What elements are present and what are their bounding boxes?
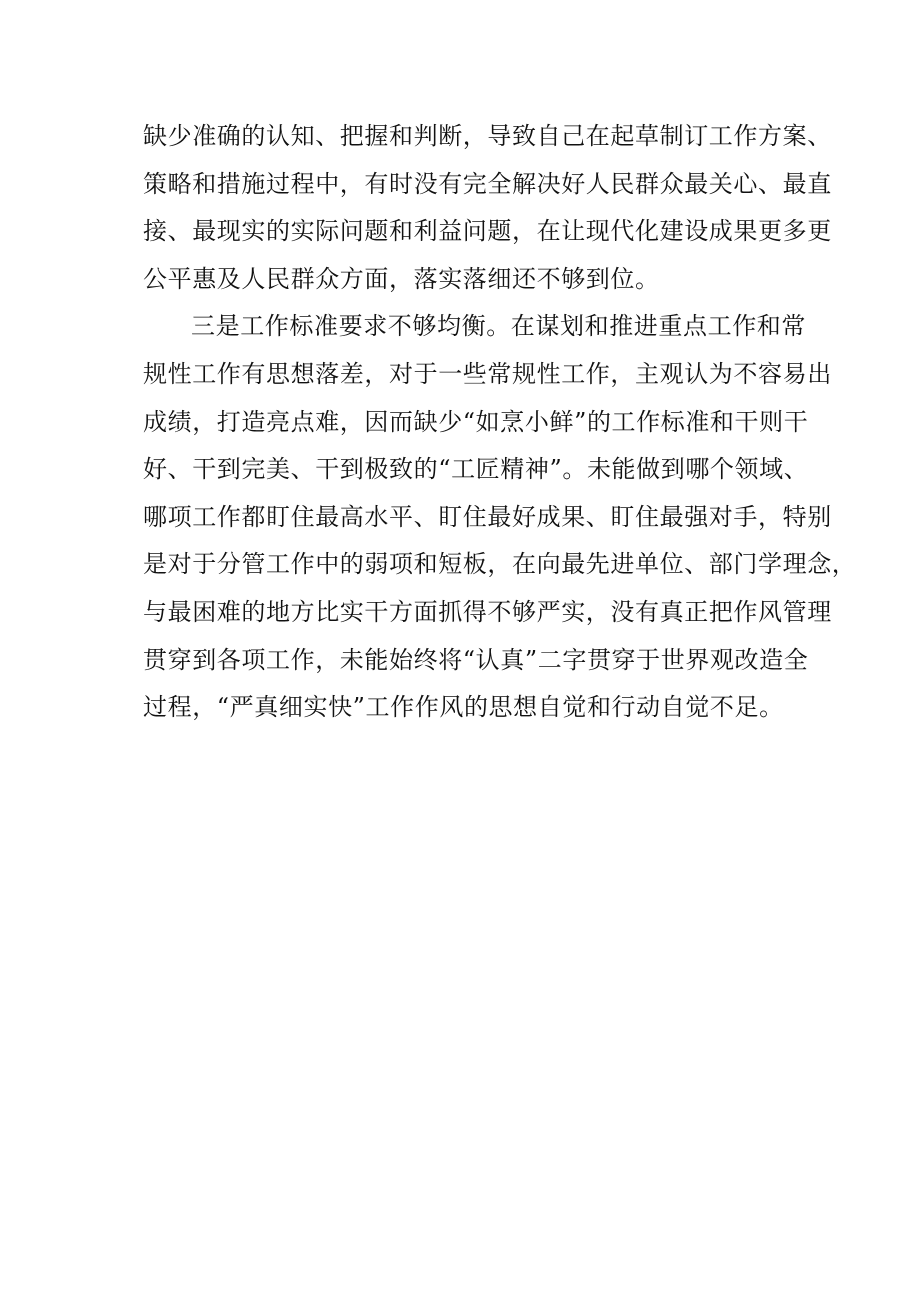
text-line: 贯穿到各项工作，未能始终将“认真”二字贯穿于世界观改造全: [143, 645, 809, 674]
text-line: 规性工作有思想落差，对于一些常规性工作，主观认为不容易出: [143, 359, 832, 388]
text-line: 是对于分管工作中的弱项和短板，在向最先进单位、部门学理念，: [143, 550, 857, 579]
text-line: 哪项工作都盯住最高水平、盯住最好成果、盯住最强对手，特别: [143, 502, 832, 531]
text-line: 缺少准确的认知、把握和判断，导致自己在起草制订工作方案、: [143, 122, 832, 150]
paragraph-work-standards: [143, 303, 857, 731]
text-line: 策略和措施过程中，有时没有完全解决好人民群众最关心、最直: [143, 169, 832, 198]
text-line: 好、干到完美、干到极致的“工匠精神”。未能做到哪个领域、: [143, 455, 809, 484]
text-line: 过程，“严真细实快”工作作风的思想自觉和行动自觉不足。: [143, 693, 784, 722]
text-line: 接、最现实的实际问题和利益问题，在让现代化建设成果更多更: [143, 217, 832, 246]
text-line-first: 三是工作标准要求不够均衡。在谋划和推进重点工作和常: [191, 312, 806, 341]
text-line: 成绩，打造亮点难，因而缺少“如烹小鲜”的工作标准和干则干: [143, 407, 809, 436]
paragraph-continuation: [143, 113, 832, 303]
document-body: [143, 113, 857, 732]
text-line: 与最困难的地方比实干方面抓得不够严实，没有真正把作风管理: [143, 597, 832, 626]
text-line: 公平惠及人民群众方面，落实落细还不够到位。: [143, 264, 660, 293]
